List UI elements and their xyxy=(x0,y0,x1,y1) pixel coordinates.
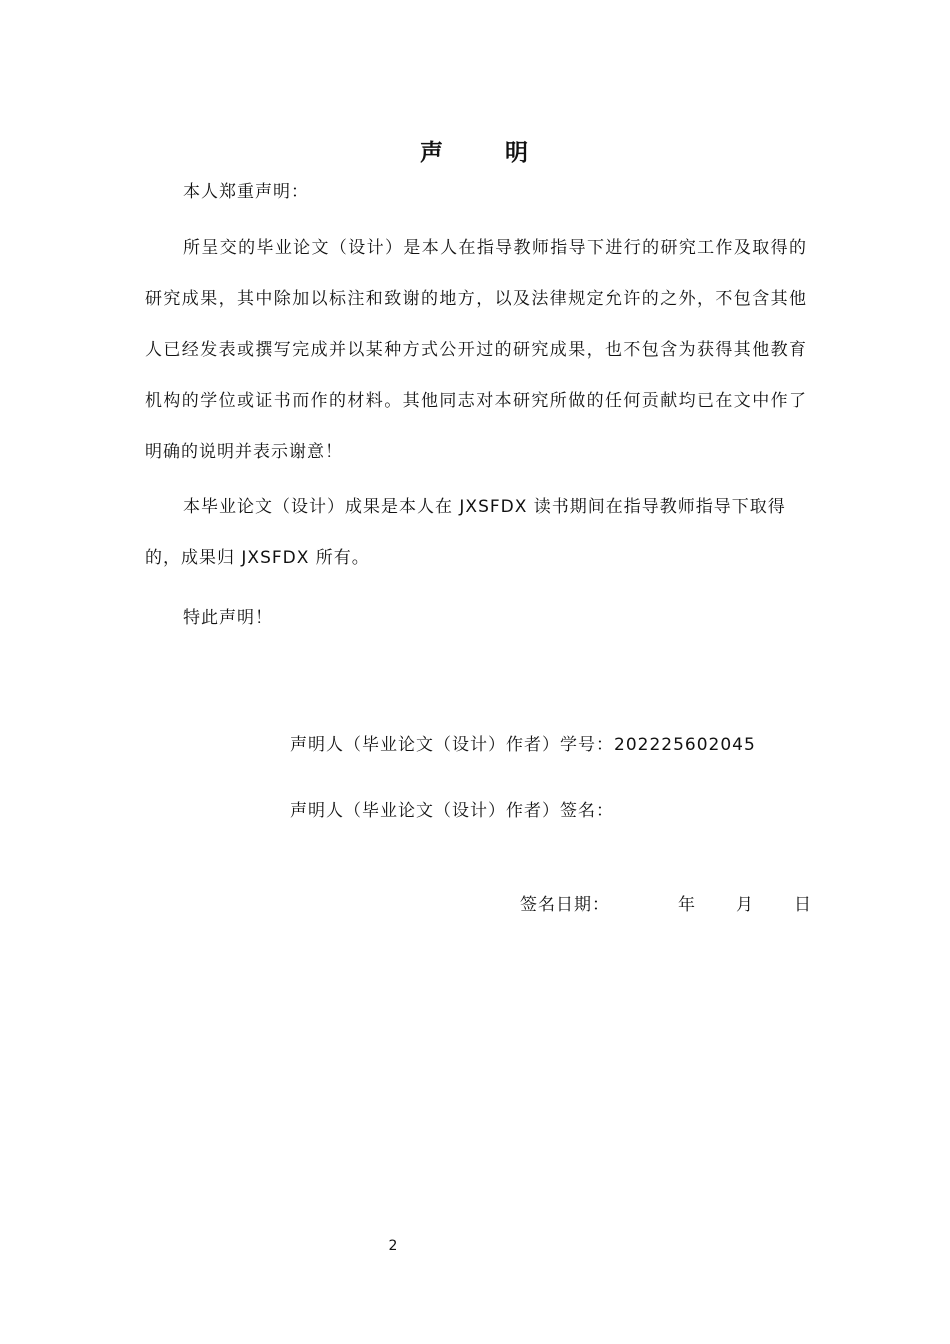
declaration-paragraph-2: 本毕业论文（设计）成果是本人在 JXSFDX 读书期间在指导教师指导下取得的，成果归 JXSFDX 所有。 xyxy=(145,497,786,568)
closing-line: 特此声明！ xyxy=(183,608,273,628)
page-number: 2 xyxy=(388,1238,398,1254)
date-year-label: 年 xyxy=(678,895,696,915)
date-day-label: 日 xyxy=(794,895,812,915)
declaration-paragraph-1: 所呈交的毕业论文（设计）是本人在指导教师指导下进行的研究工作及取得的研究成果，其中除加以标注和致谢的地方，以及法律规定允许的之外，不包含其他人已经发表或撰写完成并以某种方式公开过的研究成果，也不包含为获得其他教育机构的学位或证书而作的材料。其他同志对本研究所做的任何贡献均已在文中作了明确的说明并表示谢意！ xyxy=(145,238,807,462)
title-char-1: 声 xyxy=(420,140,445,166)
signature-date-row xyxy=(520,890,812,915)
date-month-label: 月 xyxy=(736,895,754,915)
signature-row xyxy=(290,796,614,821)
signature-label: 声明人（毕业论文（设计）作者）签名： xyxy=(290,801,614,821)
student-id-value: 202225602045 xyxy=(614,735,756,755)
student-id-row xyxy=(290,730,756,755)
student-id-label: 声明人（毕业论文（设计）作者）学号： xyxy=(290,735,614,755)
opening-line: 本人郑重声明： xyxy=(183,182,309,202)
date-label: 签名日期： xyxy=(520,895,610,915)
title-char-2: 明 xyxy=(505,140,530,166)
page-title xyxy=(0,134,950,167)
